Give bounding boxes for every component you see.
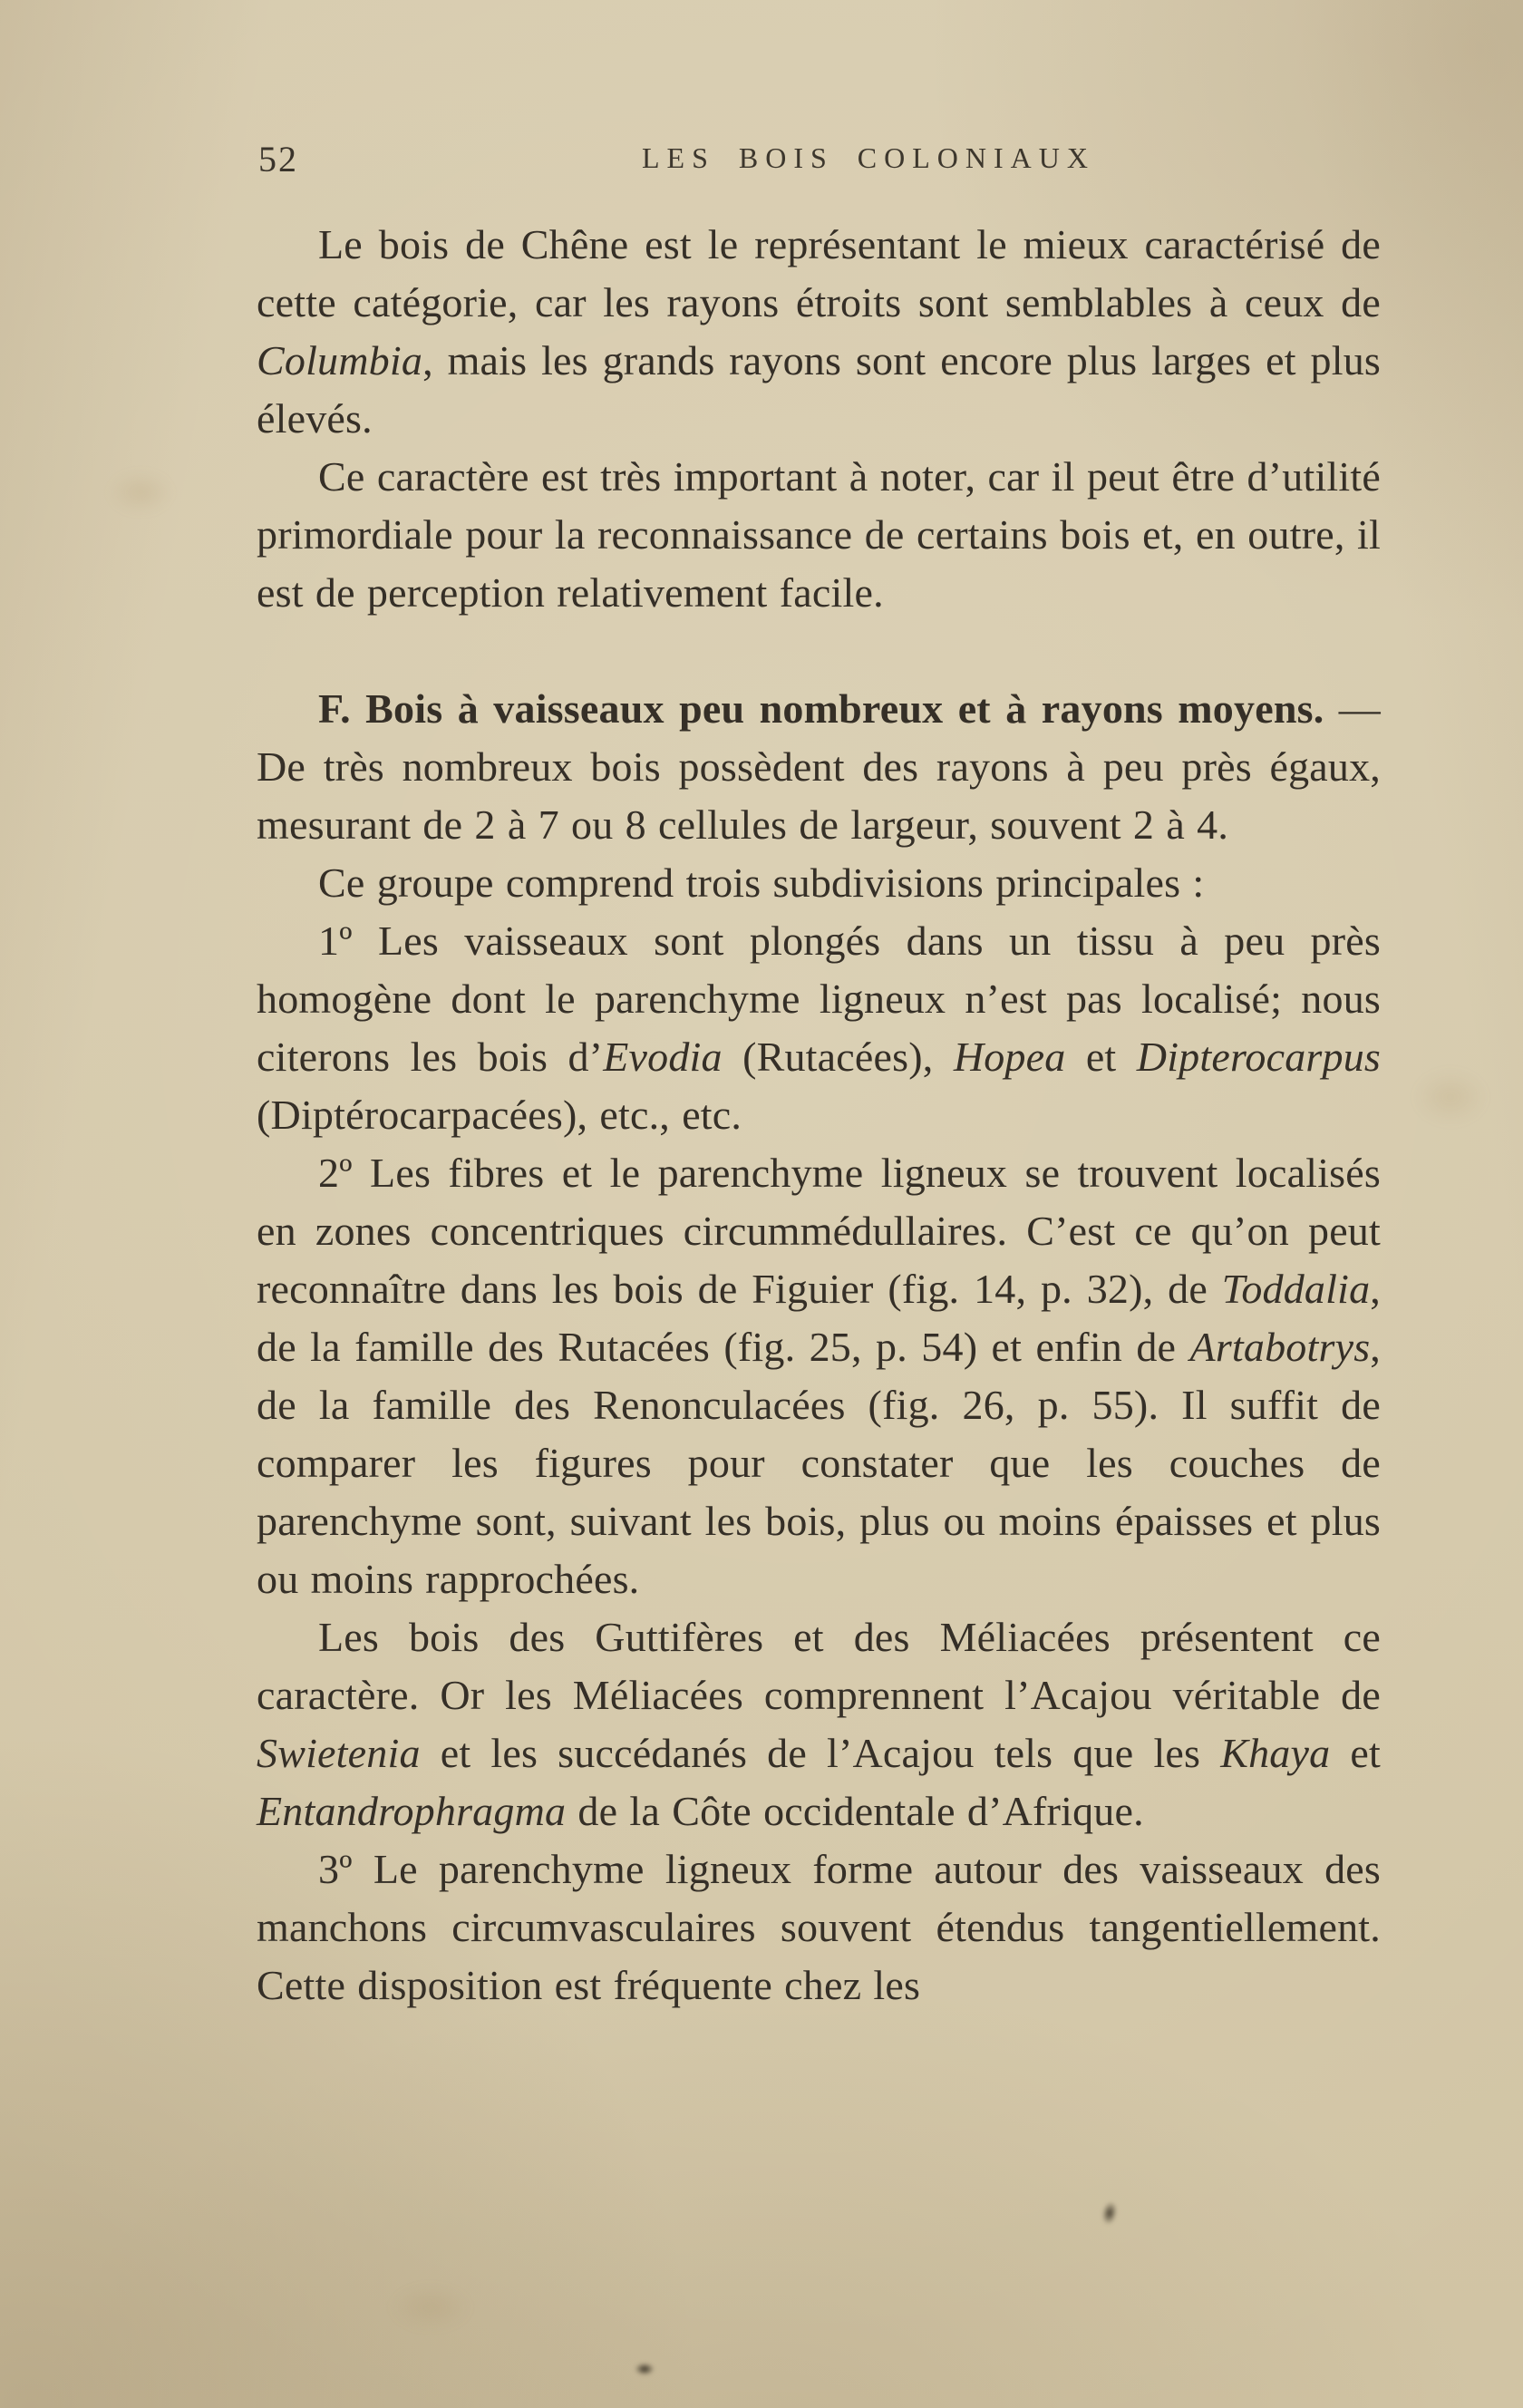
paragraph-chene <box>257 216 1381 448</box>
ink-smudge <box>635 2363 655 2375</box>
italic-text-segment: Columbia <box>257 337 423 384</box>
text-segment: et <box>1330 1730 1381 1776</box>
paragraph-subdivision-1 <box>257 912 1381 1144</box>
italic-text-segment: Artabotrys <box>1189 1324 1371 1370</box>
bold-text-segment: F. Bois à vaisseaux peu nombreux et à rayons moyens. <box>318 685 1324 732</box>
paragraph-groupe <box>257 854 1381 912</box>
text-segment: (Rutacées), <box>722 1034 954 1080</box>
text-segment: Ce groupe comprend trois subdivisions principales : <box>318 859 1205 906</box>
text-segment: , de la famille des Rutacées (fig. 25, p. 54) et enfin de <box>257 1266 1381 1370</box>
body-text <box>257 216 1381 2015</box>
paper-stain <box>390 2285 471 2330</box>
text-segment: , de la famille des Renonculacées (fig. 26, p. 55). Il suffit de comparer les figures pour constater que les couches de parenchyme sont, suivant les bois, plus ou moins épaisses et plus ou moins rapprochées. <box>257 1324 1381 1602</box>
text-segment: 3º Le parenchyme ligneux forme autour des vaisseaux des manchons circumvasculaires souvent étendus tangentiellement. Cette disposition est fréquente chez les <box>257 1846 1381 2008</box>
text-segment: Ce caractère est très important à noter, car il peut être d’utilité primordiale pour la reconnaissance de certains bois et, en outre, il est de perception relativement facile. <box>257 453 1381 616</box>
running-title: LES BOIS COLONIAUX <box>642 141 1095 174</box>
text-segment: (Diptérocarpacées), etc., etc. <box>257 1092 742 1138</box>
italic-text-segment: Dipterocarpus <box>1136 1034 1381 1080</box>
italic-text-segment: Entandrophragma <box>257 1788 567 1834</box>
section-f-paragraph <box>257 680 1381 854</box>
italic-text-segment: Swietenia <box>257 1730 421 1776</box>
text-segment: , mais les grands rayons sont encore plus larges et plus élevés. <box>257 337 1381 442</box>
text-segment: 1º Les vaisseaux sont plongés dans un tissu à peu près homogène dont le parenchyme ligneux n’est pas localisé; nous citerons les bois d’ <box>257 918 1381 1080</box>
ink-smudge <box>1100 2200 1119 2227</box>
italic-text-segment: Toddalia <box>1221 1266 1371 1312</box>
text-segment: Les bois des Guttifères et des Méliacées présentent ce caractère. Or les Méliacées comprennent l’Acajou véritable de <box>257 1614 1381 1718</box>
paper-stain <box>1414 1070 1487 1124</box>
paragraph-meliacees <box>257 1608 1381 1840</box>
text-segment: — De très nombreux bois possèdent des rayons à peu près égaux, mesurant de 2 à 7 ou 8 cellules de largeur, souvent 2 à 4. <box>257 685 1381 848</box>
text-segment: 2º Les fibres et le parenchyme ligneux se trouvent localisés en zones concentriques circummédullaires. C’est ce qu’on peut reconnaître dans les bois de Figuier (fig. 14, p. 32), de <box>257 1150 1381 1312</box>
text-segment: Le bois de Chêne est le représentant le mieux caractérisé de cette catégorie, car les rayons étroits sont semblables à ceux de <box>257 221 1381 325</box>
text-segment: et les succédanés de l’Acajou tels que les <box>420 1730 1221 1776</box>
paragraph-subdivision-3 <box>257 1840 1381 2015</box>
text-segment: de la Côte occidentale d’Afrique. <box>566 1788 1144 1834</box>
paper-stain <box>109 471 172 513</box>
page-number: 52 <box>258 139 298 180</box>
text-segment: et <box>1065 1034 1137 1080</box>
page-header <box>257 134 1381 185</box>
italic-text-segment: Khaya <box>1220 1730 1331 1776</box>
italic-text-segment: Evodia <box>603 1034 723 1080</box>
paragraph-caractere <box>257 448 1381 622</box>
italic-text-segment: Hopea <box>953 1034 1066 1080</box>
paragraph-subdivision-2 <box>257 1144 1381 1608</box>
